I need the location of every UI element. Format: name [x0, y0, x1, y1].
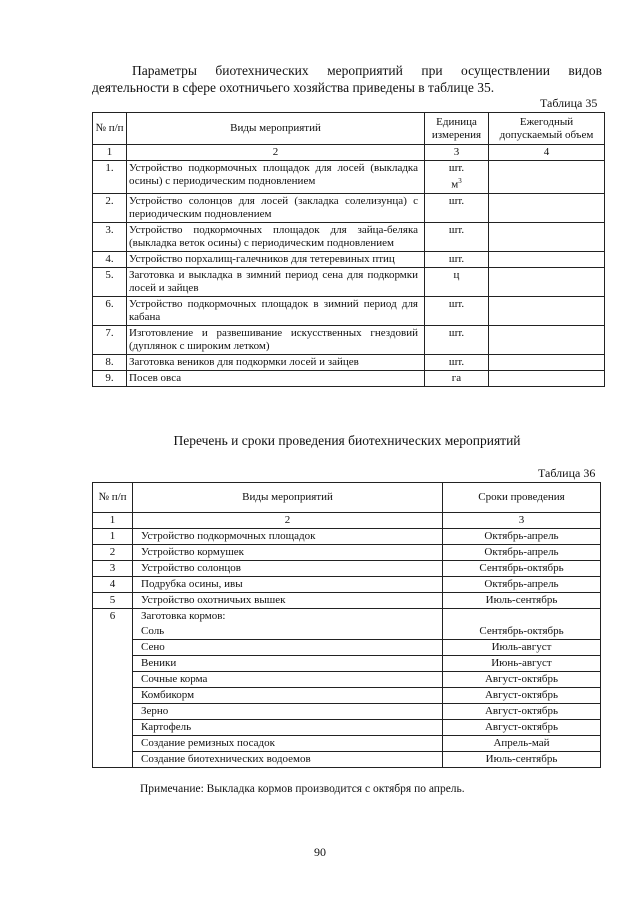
row-activity: Устройство подкормочных площадок для зайца-беляка (выкладка веток осины) с периодическим подновлением [127, 222, 425, 251]
row-term: Июль-сентябрь [443, 752, 601, 768]
unit-text: шт. [448, 162, 465, 174]
row-num: 1 [93, 529, 133, 545]
section-title: Перечень и сроки проведения биотехнических мероприятий [173, 433, 521, 448]
row-volume [489, 222, 605, 251]
row-term: Июль-август [443, 640, 601, 656]
row-activity: Устройство солонцов для лосей (закладка солелизунца) с периодическим подновлением [127, 193, 425, 222]
row-activity: Изготовление и развешивание искусственных гнездовий (дуплянок с широким летком) [127, 325, 425, 354]
row-activity: Устройство охотничьих вышек [133, 593, 443, 609]
row-num: 4 [93, 577, 133, 593]
row-unit: шт. [425, 325, 489, 354]
table-row [93, 624, 601, 640]
row-activity: Устройство солонцов [133, 561, 443, 577]
page-number: 90 [314, 845, 326, 859]
row-volume [489, 267, 605, 296]
table-row [93, 640, 601, 656]
row-activity: Заготовка и выкладка в зимний период сена для подкормки лосей и зайцев [127, 267, 425, 296]
row-unit: шт. [425, 296, 489, 325]
row-activity: Посев овса [127, 370, 425, 386]
row-term: Апрель-май [443, 736, 601, 752]
table-row [93, 593, 601, 609]
row-activity: Зерно [133, 704, 443, 720]
row-unit [425, 161, 489, 194]
row-num: 3. [93, 222, 127, 251]
table-row [93, 296, 605, 325]
row-activity: Заготовка веников для подкормки лосей и зайцев [127, 354, 425, 370]
table-36 [92, 482, 601, 768]
table-row [93, 752, 601, 768]
row-term: Август-октябрь [443, 720, 601, 736]
table-row [93, 736, 601, 752]
table-row [93, 370, 605, 386]
row-activity: Сочные корма [133, 672, 443, 688]
table36-note: Примечание: Выкладка кормов производится с октября по апрель. [140, 783, 465, 795]
row-term: Август-октябрь [443, 704, 601, 720]
index-cell: 3 [443, 513, 601, 529]
index-cell: 1 [93, 513, 133, 529]
header-activity: Виды мероприятий [133, 483, 443, 513]
row-activity: Комбикорм [133, 688, 443, 704]
table-row [93, 161, 605, 194]
row-term: Октябрь-апрель [443, 577, 601, 593]
row-activity: Устройство подкормочных площадок [133, 529, 443, 545]
row-term: Август-октябрь [443, 672, 601, 688]
index-cell: 4 [489, 145, 605, 161]
table-row [93, 325, 605, 354]
row-unit: ц [425, 267, 489, 296]
row-term: Сентябрь-октябрь [443, 624, 601, 640]
row-activity: Создание биотехнических водоемов [133, 752, 443, 768]
row-unit: шт. [425, 354, 489, 370]
row-num: 2. [93, 193, 127, 222]
row-num: 6 [93, 609, 133, 768]
row-activity: Картофель [133, 720, 443, 736]
row-activity: Соль [133, 624, 443, 640]
row-num: 2 [93, 545, 133, 561]
header-activity: Виды мероприятий [127, 113, 425, 145]
header-term: Сроки проведения [443, 483, 601, 513]
row-unit: шт. [425, 251, 489, 267]
table-row [93, 222, 605, 251]
row-num: 5 [93, 593, 133, 609]
row-activity: Веники [133, 656, 443, 672]
table-row [93, 609, 601, 625]
table-35 [92, 112, 605, 387]
row-num: 5. [93, 267, 127, 296]
unit-sup: 3 [458, 177, 462, 185]
table-row [93, 529, 601, 545]
unit-text: м [451, 178, 459, 191]
table-row [93, 561, 601, 577]
header-num: № п/п [93, 483, 133, 513]
table36-caption: Таблица 36 [538, 466, 596, 480]
row-activity: Создание ремизных посадок [133, 736, 443, 752]
row-num: 7. [93, 325, 127, 354]
row-term [443, 609, 601, 625]
table-row [93, 267, 605, 296]
row-term: Сентябрь-октябрь [443, 561, 601, 577]
table35-caption: Таблица 35 [540, 96, 598, 110]
table-row [93, 354, 605, 370]
row-num: 6. [93, 296, 127, 325]
header-unit: Единица измерения [425, 113, 489, 145]
index-cell: 1 [93, 145, 127, 161]
row-volume [489, 354, 605, 370]
row-volume [489, 251, 605, 267]
row-volume [489, 325, 605, 354]
row-activity: Устройство порхалищ-галечников для тетеревиных птиц [127, 251, 425, 267]
row-term: Октябрь-апрель [443, 529, 601, 545]
row-num: 4. [93, 251, 127, 267]
row-term: Октябрь-апрель [443, 545, 601, 561]
row-term: Август-октябрь [443, 688, 601, 704]
header-num: № п/п [93, 113, 127, 145]
row-term: Июнь-август [443, 656, 601, 672]
table-row [93, 545, 601, 561]
row-num: 3 [93, 561, 133, 577]
row-activity: Сено [133, 640, 443, 656]
table-row [93, 251, 605, 267]
table-row [93, 656, 601, 672]
row-term: Июль-сентябрь [443, 593, 601, 609]
header-volume: Ежегодный допускаемый объем [489, 113, 605, 145]
row-volume [489, 370, 605, 386]
row-num: 9. [93, 370, 127, 386]
index-cell: 2 [133, 513, 443, 529]
row-unit: га [425, 370, 489, 386]
row-activity: Устройство кормушек [133, 545, 443, 561]
group-heading: Заготовка кормов: [133, 609, 443, 625]
table-row [93, 704, 601, 720]
row-volume [489, 193, 605, 222]
row-unit: шт. [425, 222, 489, 251]
table-row [93, 720, 601, 736]
row-num: 8. [93, 354, 127, 370]
row-num: 1. [93, 161, 127, 194]
row-activity: Устройство подкормочных площадок в зимний период для кабана [127, 296, 425, 325]
row-activity: Устройство подкормочных площадок для лосей (выкладка осины) с периодическим подновлением [127, 161, 425, 194]
row-activity: Подрубка осины, ивы [133, 577, 443, 593]
index-cell: 3 [425, 145, 489, 161]
row-volume [489, 161, 605, 194]
index-cell: 2 [127, 145, 425, 161]
intro-paragraph: Параметры биотехнических мероприятий при осуществлении видов деятельности в сфере охотничьего хозяйства приведены в таблице 35. [92, 63, 602, 95]
row-volume [489, 296, 605, 325]
table-row [93, 577, 601, 593]
table-row [93, 672, 601, 688]
row-unit: шт. [425, 193, 489, 222]
table-row [93, 193, 605, 222]
table-row [93, 688, 601, 704]
